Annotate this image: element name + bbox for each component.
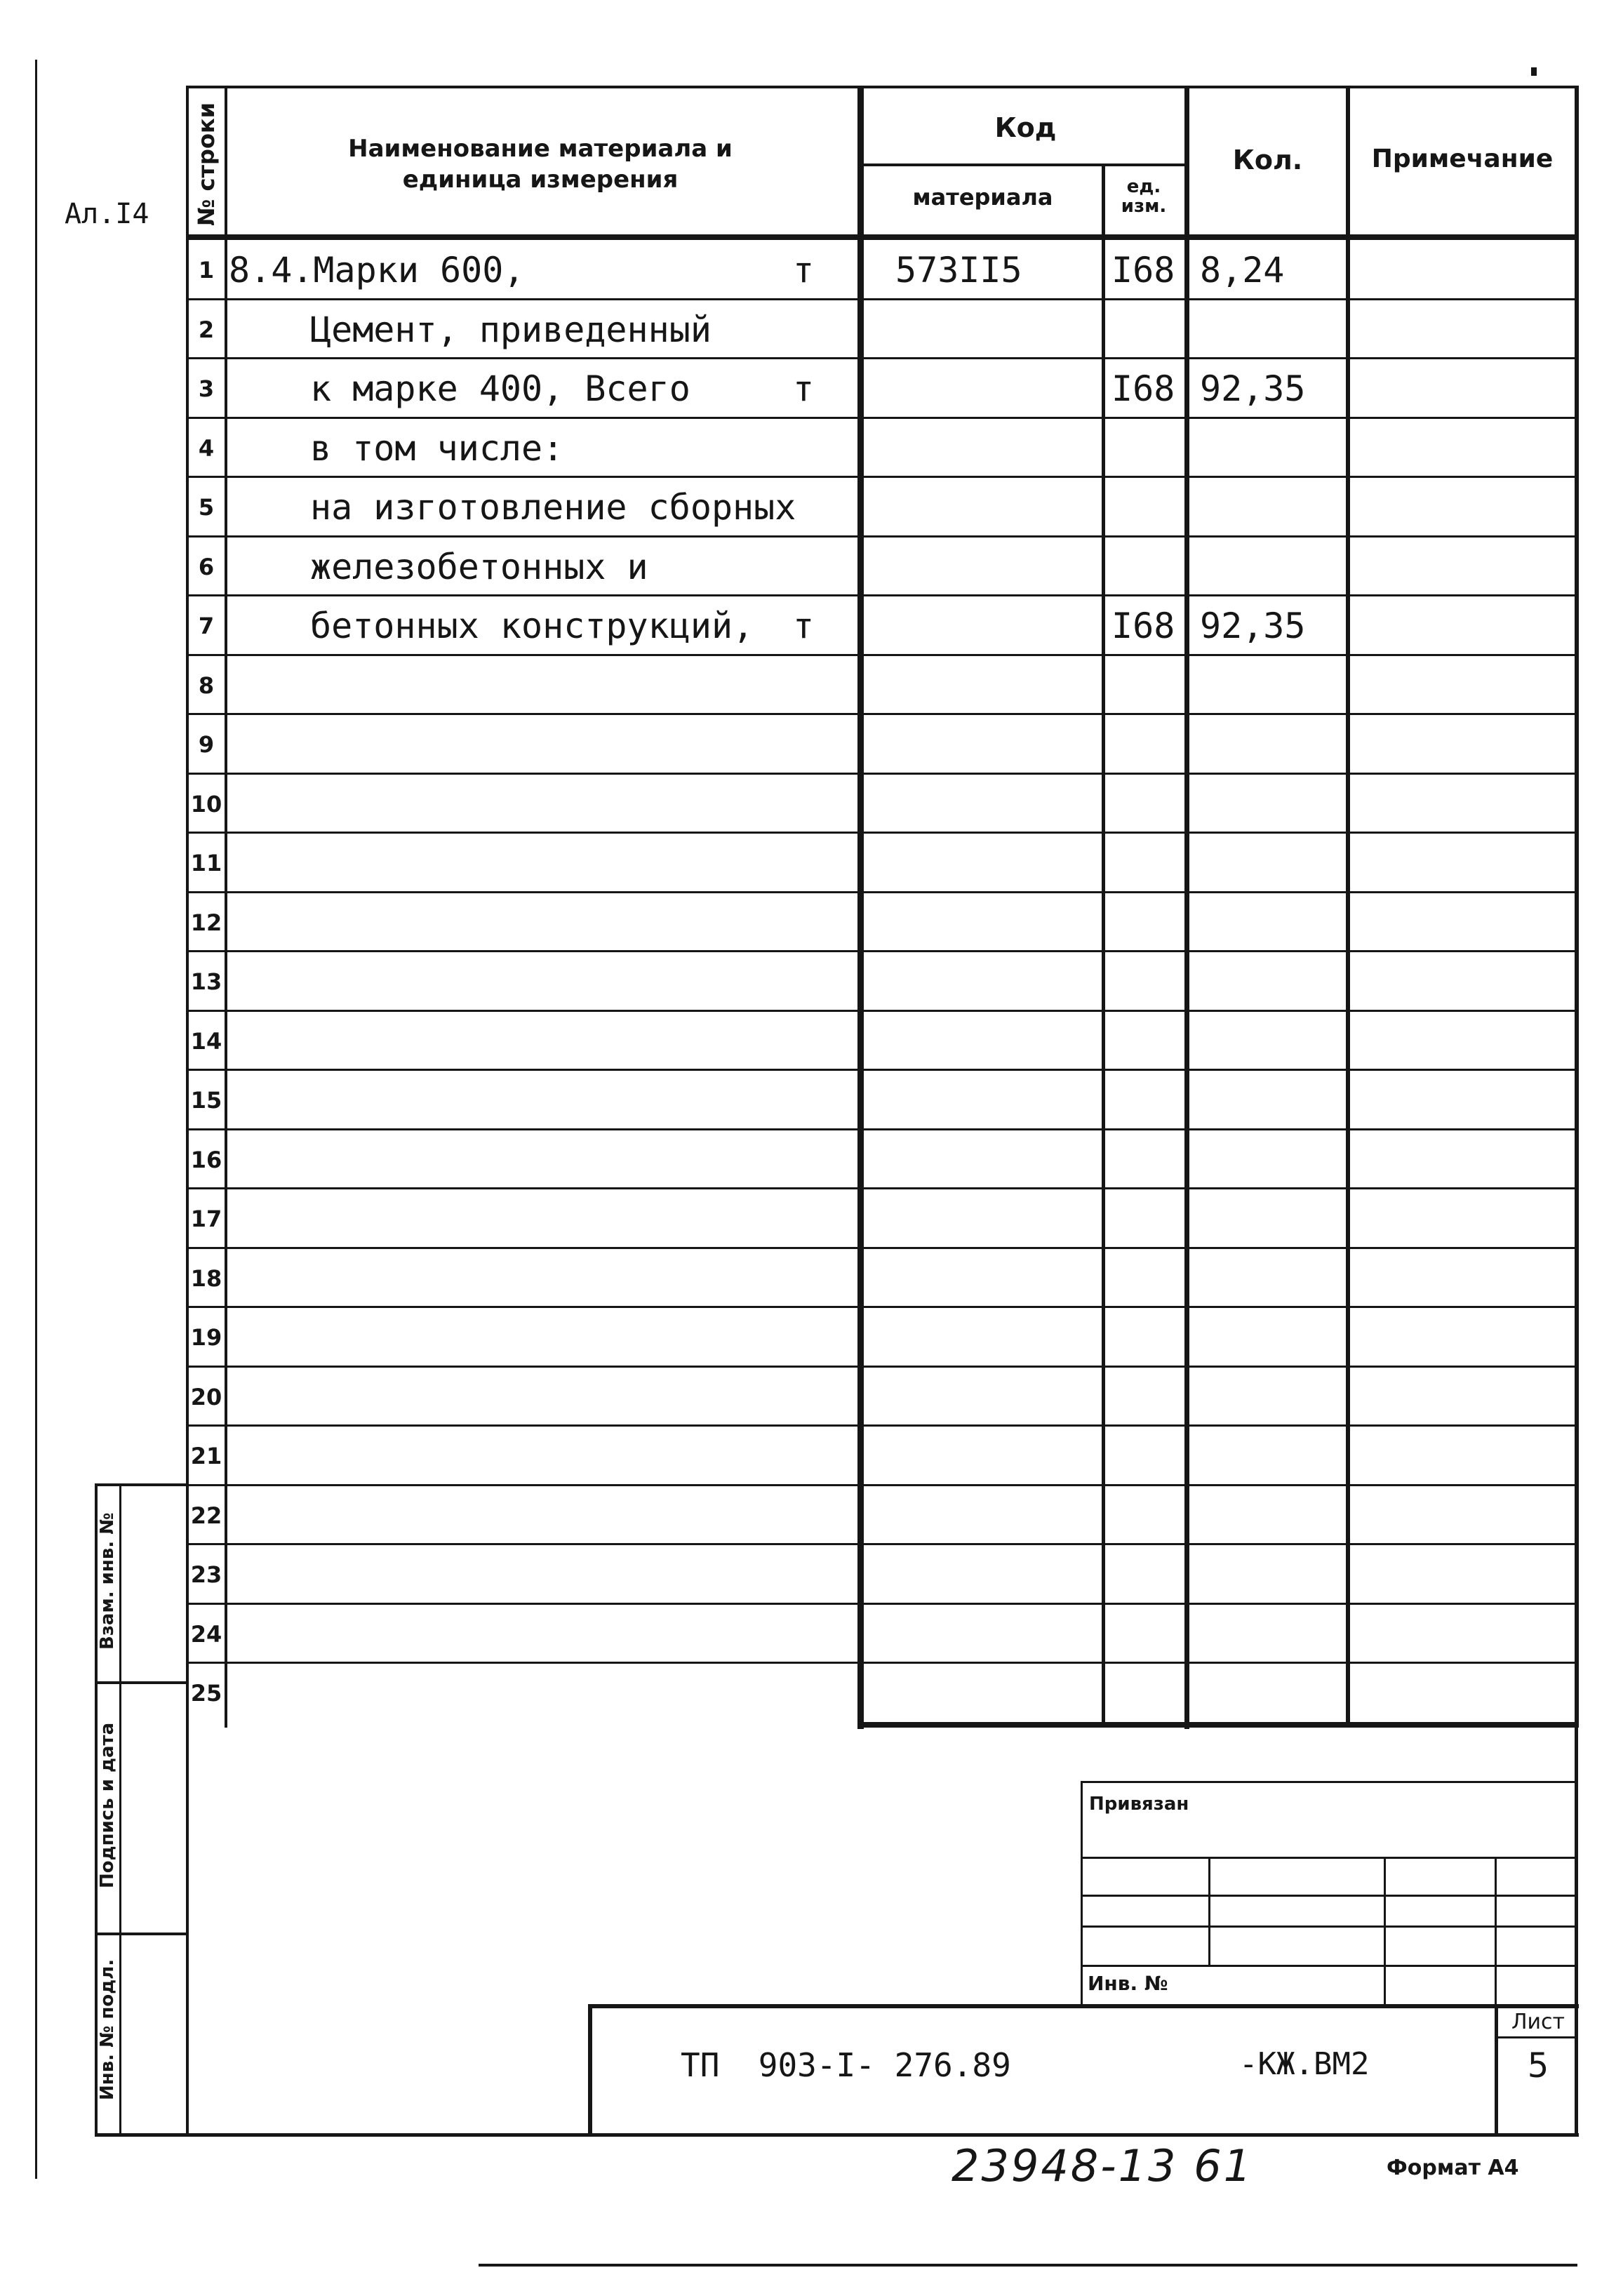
sheet-label: Ал.I4 — [65, 198, 149, 230]
inv-no-label: Инв. № — [1088, 1972, 1168, 1995]
row-number: 9 — [198, 731, 215, 758]
row-separator — [188, 1662, 1576, 1664]
corner-mark — [1531, 67, 1537, 76]
row-separator — [188, 773, 1576, 775]
quantity-cell: 92,35 — [1200, 368, 1306, 409]
row-number: 19 — [190, 1324, 222, 1351]
material-code-cell: 573II5 — [895, 250, 1022, 291]
material-name-cell: железобетонных и — [310, 546, 648, 587]
quantity-cell: 92,35 — [1200, 606, 1306, 646]
row-number: 7 — [198, 613, 215, 639]
unit-of-measure-cell: т — [793, 250, 815, 291]
row-number: 23 — [190, 1561, 222, 1588]
row-number: 6 — [198, 553, 215, 580]
row-separator — [188, 594, 1576, 596]
row-separator — [188, 891, 1576, 893]
row-number: 12 — [190, 909, 222, 936]
note-header: Примечание — [1371, 145, 1554, 173]
row-separator — [188, 1069, 1576, 1071]
material-name-cell: в том числе: — [310, 427, 564, 469]
row-separator — [188, 417, 1576, 419]
row-number: 2 — [198, 316, 215, 343]
sheet-list-label: Лист — [1511, 2010, 1565, 2034]
row-number: 24 — [190, 1620, 222, 1648]
name-header: Наименование материала и единица измерения — [348, 135, 733, 194]
row-number: 13 — [190, 968, 222, 995]
row-number: 10 — [190, 790, 222, 817]
row-separator — [188, 1128, 1576, 1130]
row-number: 3 — [198, 375, 215, 402]
row-separator — [188, 1366, 1576, 1368]
row-number: 11 — [190, 850, 222, 876]
material-name-cell: Цемент, приведенный — [310, 309, 712, 350]
row-separator — [188, 1247, 1576, 1249]
row-separator — [188, 1603, 1576, 1605]
row-number: 25 — [190, 1680, 222, 1707]
row-separator — [188, 654, 1576, 656]
row-separator — [188, 950, 1576, 952]
material-header: материала — [912, 184, 1053, 211]
row-separator — [188, 535, 1576, 538]
row-separator — [188, 832, 1576, 834]
row-number: 14 — [190, 1027, 222, 1055]
row-number: 17 — [190, 1206, 222, 1232]
row-separator — [188, 713, 1576, 715]
row-separator — [188, 298, 1576, 300]
row-number: 22 — [190, 1502, 222, 1529]
row-separator — [188, 357, 1576, 359]
document-code: ТП 903-I- 276.89 — [681, 2046, 1011, 2084]
quantity-header: Кол. — [1232, 145, 1303, 175]
material-name-cell: на изготовление сборных — [310, 487, 796, 528]
row-number: 20 — [190, 1383, 222, 1410]
unit-of-measure-cell: т — [793, 368, 815, 409]
unit-code-cell: I68 — [1111, 368, 1175, 409]
quantity-cell: 8,24 — [1200, 250, 1285, 291]
row-number: 1 — [198, 257, 215, 283]
bottom-rule — [479, 2264, 1577, 2267]
signature-date-label: Подпись и дата — [97, 1722, 118, 1888]
inv-podl-label: Инв. № подл. — [97, 1958, 118, 2100]
row-separator — [188, 1484, 1576, 1486]
handwritten-number: 23948-13 61 — [951, 2140, 1254, 2191]
sheet-number: 5 — [1527, 2046, 1549, 2085]
material-name-cell: 8.4.Марки 600, — [229, 250, 525, 291]
row-separator — [188, 1424, 1576, 1427]
row-number: 5 — [198, 494, 215, 521]
row-number: 21 — [190, 1443, 222, 1469]
unit-code-cell: I68 — [1111, 606, 1175, 646]
unit-header: ед. изм. — [1121, 176, 1167, 217]
row-number: 8 — [198, 672, 215, 699]
unit-of-measure-cell: т — [793, 606, 815, 646]
code-header: Код — [994, 112, 1057, 143]
row-number: 15 — [190, 1087, 222, 1114]
row-number: 16 — [190, 1146, 222, 1173]
row-separator — [188, 476, 1576, 478]
row-separator — [188, 1306, 1576, 1308]
material-name-cell: к марке 400, Всего — [310, 368, 690, 409]
document-suffix: -КЖ.ВМ2 — [1239, 2046, 1370, 2082]
material-name-cell: бетонных конструкций, — [310, 606, 754, 646]
privyazan-label: Привязан — [1089, 1794, 1189, 1815]
row-separator — [188, 1010, 1576, 1012]
row-separator — [188, 1187, 1576, 1189]
row-number-header: № строки — [193, 102, 220, 227]
row-number: 18 — [190, 1264, 222, 1292]
binding-margin-line — [35, 60, 37, 2179]
vzam-inv-label: Взам. инв. № — [97, 1512, 118, 1650]
row-separator — [188, 1543, 1576, 1545]
unit-code-cell: I68 — [1111, 250, 1175, 291]
row-number: 4 — [198, 434, 215, 462]
format-label: Формат А4 — [1387, 2156, 1519, 2180]
